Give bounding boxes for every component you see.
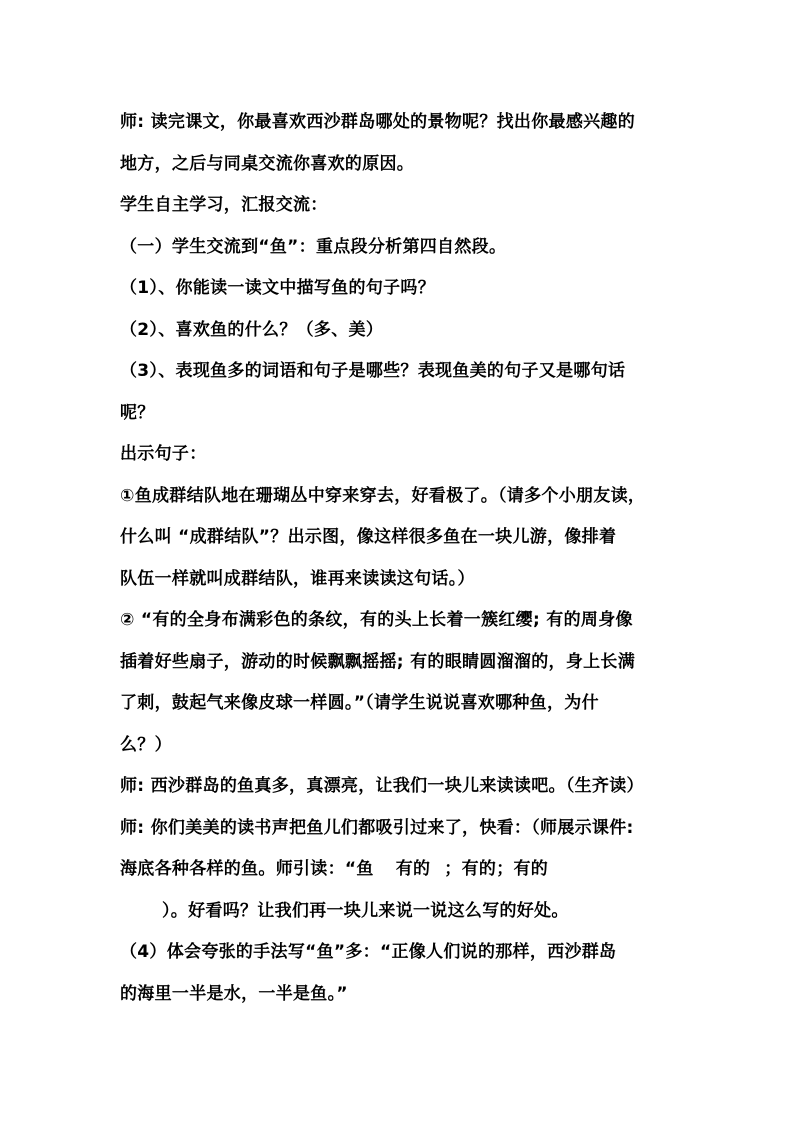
text-line-19 xyxy=(120,849,680,891)
text-line-19-part-3: ；有的 xyxy=(444,859,497,879)
text-line-20-content: ）。好看吗？让我们再一块儿来说一说这么写的好处。 xyxy=(162,900,569,921)
text-line-21: （4）体会夸张的手法写“鱼”多：“正像人们说的那样，西沙群岛 xyxy=(120,942,617,962)
text-line-19-part-1: 海底各种各样的鱼。师引读：“鱼 xyxy=(120,859,374,879)
text-line-13: ② “有的全身布满彩色的条纹，有的头上长着一簇红缨; 有的周身像 xyxy=(120,610,633,630)
text-line-7: （3）、表现鱼多的词语和句子是哪些？表现鱼美的句子又是哪句话 xyxy=(120,361,626,381)
text-line-18: 师: 你们美美的读书声把鱼儿们都吸引过来了，快看：（师展示课件: xyxy=(120,817,634,838)
document-page xyxy=(120,102,680,1015)
text-line-2: 地方，之后与同桌交流你喜欢的原因。 xyxy=(120,153,415,174)
text-line-19-part-4: ；有的 xyxy=(496,859,549,879)
text-line-22: 的海里一半是水，一半是鱼。” xyxy=(120,983,348,1004)
text-line-17: 师: 西沙群岛的鱼真多，真漂亮，让我们一块儿来读读吧。（生齐读） xyxy=(120,776,644,796)
text-line-16: 么？） xyxy=(120,734,172,755)
text-line-1: 师: 读完课文，你最喜欢西沙群岛哪处的景物呢？找出你最感兴趣的 xyxy=(120,112,636,132)
text-line-15: 了刺，鼓起气来像皮球一样圆。”（请学生说说喜欢哪种鱼，为什 xyxy=(120,693,599,713)
text-line-8: 呢？ xyxy=(120,402,155,423)
text-line-6: （2）、喜欢鱼的什么？（多、美） xyxy=(120,319,384,340)
text-line-19-part-2: 有的 xyxy=(395,859,431,879)
text-line-20 xyxy=(120,891,680,933)
text-line-3: 学生自主学习，汇报交流： xyxy=(120,195,328,215)
text-line-11: 什么叫 “成群结队”？出示图，像这样很多鱼在一块儿游，像排着 xyxy=(120,527,617,547)
text-line-5: （1）、你能读一读文中描写鱼的句子吗？ xyxy=(120,278,436,298)
text-line-12: 队伍一样就叫成群结队，谁再来读读这句话。） xyxy=(120,568,475,589)
text-line-4: （一）学生交流到“鱼”：重点段分析第四自然段。 xyxy=(120,236,507,257)
text-line-14: 插着好些扇子，游动的时候飘飘摇摇; 有的眼睛圆溜溜的，身上长满 xyxy=(120,651,636,672)
text-line-10: ①鱼成群结队地在珊瑚丛中穿来穿去，好看极了。（请多个小朋友读， xyxy=(120,485,646,506)
text-line-9: 出示句子： xyxy=(120,444,207,464)
